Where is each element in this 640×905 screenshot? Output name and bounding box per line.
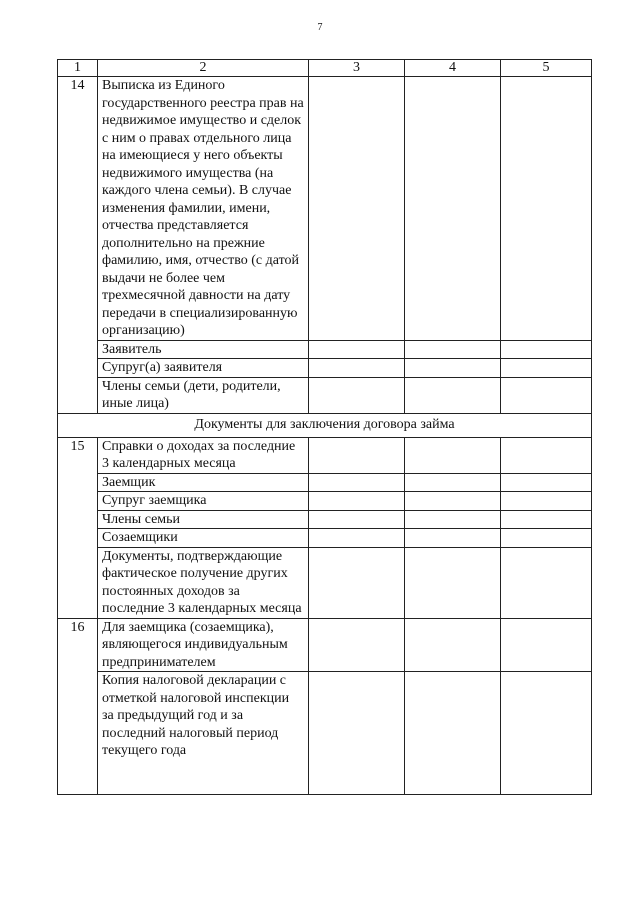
cell-col-4	[405, 547, 501, 618]
row-number: 16	[58, 618, 98, 795]
page-number: 7	[317, 22, 323, 33]
cell-col-5	[501, 340, 592, 359]
table-row	[58, 492, 592, 511]
cell-col-3	[309, 672, 405, 795]
row-description: Супруг(а) заявителя	[98, 359, 309, 378]
cell-col-3	[309, 377, 405, 413]
table-row	[58, 547, 592, 618]
header-col-4: 4	[405, 60, 501, 77]
row-number: 15	[58, 437, 98, 618]
documents-table	[57, 59, 592, 795]
row-description: Супруг заемщика	[98, 492, 309, 511]
cell-col-3	[309, 492, 405, 511]
row-number: 14	[58, 77, 98, 414]
cell-col-5	[501, 359, 592, 378]
header-col-3: 3	[309, 60, 405, 77]
table-row	[58, 529, 592, 548]
header-col-1: 1	[58, 60, 98, 77]
table-row	[58, 510, 592, 529]
cell-col-3	[309, 77, 405, 341]
table-header-row	[58, 60, 592, 77]
section-heading-row	[58, 413, 592, 437]
cell-col-5	[501, 77, 592, 341]
cell-col-4	[405, 529, 501, 548]
row-description: Справки о доходах за последние 3 календарных месяца	[98, 437, 309, 473]
cell-col-3	[309, 359, 405, 378]
section-heading: Документы для заключения договора займа	[58, 413, 592, 437]
table-row	[58, 359, 592, 378]
row-description: Выписка из Единого государственного реестра прав на недвижимое имущество и сделок с ним о правах отдельного лица на имеющиеся у него объекты недвижимого имущества (на каждого члена семьи). В случае изменения фамилии, имени, отчества представляется дополнительно на прежние фамилию, имя, отчество (с датой выдачи не более чем трехмесячной давности на дату передачи в специализированную организацию)	[98, 77, 309, 341]
cell-col-5	[501, 377, 592, 413]
cell-col-4	[405, 672, 501, 795]
cell-col-5	[501, 492, 592, 511]
cell-col-4	[405, 473, 501, 492]
table-row	[58, 618, 592, 672]
table-row	[58, 672, 592, 795]
cell-col-4	[405, 437, 501, 473]
cell-col-4	[405, 510, 501, 529]
table-row	[58, 77, 592, 341]
cell-col-4	[405, 77, 501, 341]
cell-col-5	[501, 618, 592, 672]
cell-col-5	[501, 529, 592, 548]
cell-col-4	[405, 618, 501, 672]
cell-col-5	[501, 672, 592, 795]
cell-col-3	[309, 437, 405, 473]
row-description: Заемщик	[98, 473, 309, 492]
cell-col-4	[405, 377, 501, 413]
row-description: Документы, подтверждающие фактическое получение других постоянных доходов за последние 3 календарных месяца	[98, 547, 309, 618]
cell-col-4	[405, 492, 501, 511]
row-description: Члены семьи (дети, родители, иные лица)	[98, 377, 309, 413]
cell-col-3	[309, 473, 405, 492]
cell-col-4	[405, 340, 501, 359]
header-col-2: 2	[98, 60, 309, 77]
table-row	[58, 437, 592, 473]
row-description: Члены семьи	[98, 510, 309, 529]
cell-col-5	[501, 510, 592, 529]
row-description: Для заемщика (созаемщика), являющегося индивидуальным предпринимателем	[98, 618, 309, 672]
table-row	[58, 340, 592, 359]
cell-col-3	[309, 547, 405, 618]
header-col-5: 5	[501, 60, 592, 77]
table-row	[58, 377, 592, 413]
row-description: Копия налоговой декларации с отметкой налоговой инспекции за предыдущий год и за последний налоговый период текущего года	[98, 672, 309, 795]
row-description: Заявитель	[98, 340, 309, 359]
row-description: Созаемщики	[98, 529, 309, 548]
cell-col-5	[501, 473, 592, 492]
cell-col-3	[309, 340, 405, 359]
table-row	[58, 473, 592, 492]
cell-col-5	[501, 547, 592, 618]
cell-col-4	[405, 359, 501, 378]
cell-col-3	[309, 529, 405, 548]
cell-col-5	[501, 437, 592, 473]
cell-col-3	[309, 618, 405, 672]
cell-col-3	[309, 510, 405, 529]
